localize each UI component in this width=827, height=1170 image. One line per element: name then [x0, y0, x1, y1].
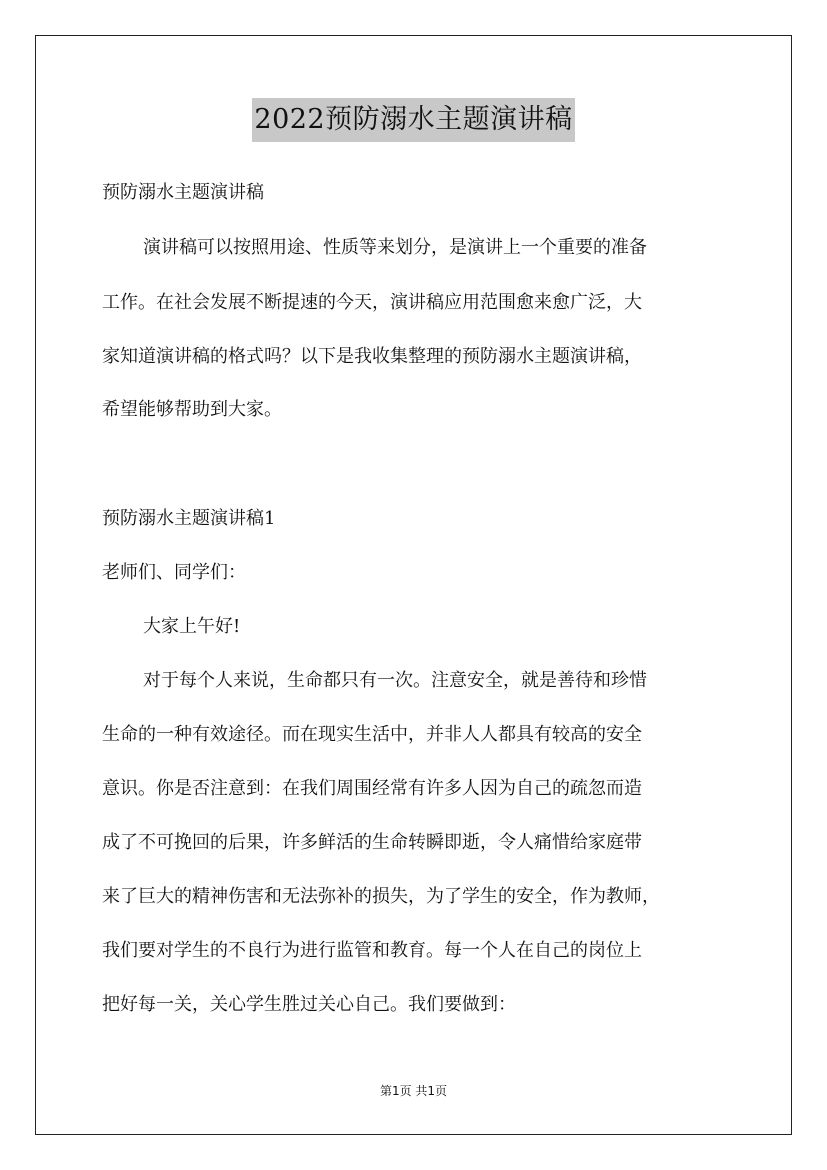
intro-line: 家知道演讲稿的格式吗？以下是我收集整理的预防溺水主题演讲稿，: [102, 346, 642, 367]
greeting: 大家上午好!: [143, 616, 241, 637]
title-container: [0, 98, 827, 142]
section-heading: 预防溺水主题演讲稿1: [102, 508, 276, 529]
intro-line: 希望能够帮助到大家。: [102, 399, 282, 420]
intro-line: 演讲稿可以按照用途、性质等来划分，是演讲上一个重要的准备: [143, 237, 647, 258]
intro-line: 工作。在社会发展不断提速的今天，演讲稿应用范围愈来愈广泛，大: [102, 292, 642, 313]
document-subtitle: 预防溺水主题演讲稿: [102, 182, 264, 203]
page-footer: 第1页 共1页: [379, 1084, 448, 1098]
body-line: 生命的一种有效途径。而在现实生活中，并非人人都具有较高的安全: [102, 724, 642, 745]
body-line: 成了不可挽回的后果，许多鲜活的生命转瞬即逝，令人痛惜给家庭带: [102, 832, 642, 853]
body-line: 我们要对学生的不良行为进行监管和教育。每一个人在自己的岗位上: [102, 940, 642, 961]
body-line: 对于每个人来说，生命都只有一次。注意安全，就是善待和珍惜: [143, 670, 647, 691]
salutation: 老师们、同学们：: [102, 562, 246, 583]
body-line: 来了巨大的精神伤害和无法弥补的损失，为了学生的安全，作为教师，: [102, 886, 660, 907]
body-line: 把好每一关，关心学生胜过关心自己。我们要做到：: [102, 994, 516, 1015]
body-line: 意识。你是否注意到：在我们周围经常有许多人因为自己的疏忽而造: [102, 778, 642, 799]
document-title: 2022预防溺水主题演讲稿: [252, 98, 574, 142]
